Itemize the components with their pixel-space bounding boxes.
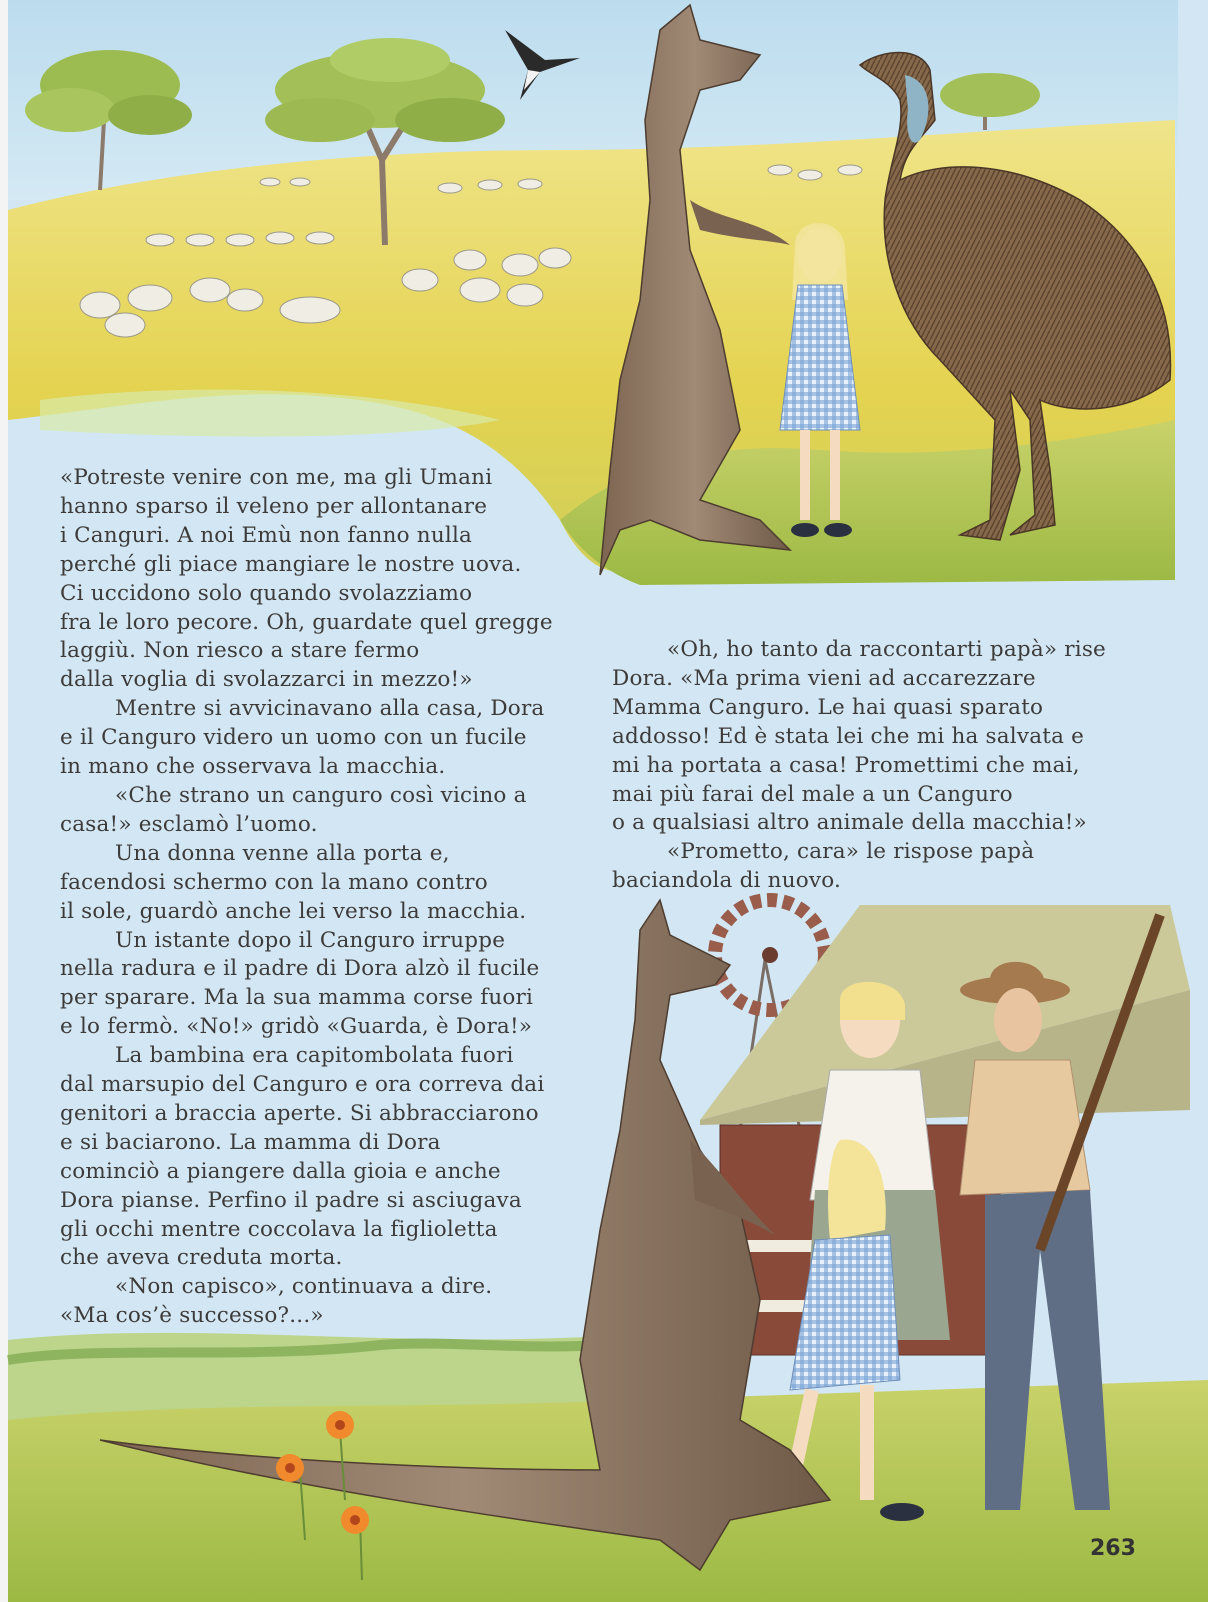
story-line: baciandola di nuovo. bbox=[612, 868, 842, 894]
story-line: perché gli piace mangiare le nostre uova. bbox=[60, 551, 522, 577]
story-line: «Prometto, cara» le rispose papà bbox=[667, 839, 1035, 865]
story-line: o a qualsiasi altro animale della macchia!» bbox=[612, 810, 1087, 836]
story-line: Un istante dopo il Canguro irruppe bbox=[115, 927, 506, 953]
story-line: in mano che osservava la macchia. bbox=[60, 754, 446, 780]
story-line: «Non capisco», continuava a dire. bbox=[115, 1274, 493, 1300]
story-line: Ci uccidono solo quando svolazziamo bbox=[60, 580, 473, 606]
story-line: che aveva creduta morta. bbox=[60, 1245, 343, 1271]
story-line: e si baciarono. La mamma di Dora bbox=[60, 1129, 441, 1155]
story-line: Dora pianse. Perfino il padre si asciugava bbox=[60, 1187, 522, 1213]
story-line: addosso! Ed è stata lei che mi ha salvata e bbox=[612, 723, 1085, 749]
story-line: casa!» esclamò l’uomo. bbox=[60, 811, 318, 837]
story-line: dal marsupio del Canguro e ora correva dai bbox=[60, 1072, 545, 1098]
story-line: «Potreste venire con me, ma gli Umani bbox=[60, 465, 493, 490]
story-line: cominciò a piangere dalla gioia e anche bbox=[60, 1158, 501, 1184]
story-column-right bbox=[612, 636, 1106, 896]
story-line: per sparare. Ma la sua mamma corse fuori bbox=[60, 985, 534, 1011]
story-line: nella radura e il padre di Dora alzò il fucile bbox=[60, 956, 540, 982]
story-line: «Ma cos’è successo?...» bbox=[60, 1303, 324, 1329]
story-line: Mentre si avvicinavano alla casa, Dora bbox=[115, 696, 545, 722]
story-line: «Oh, ho tanto da raccontarti papà» rise bbox=[667, 637, 1106, 662]
story-line: La bambina era capitombolata fuori bbox=[115, 1043, 514, 1069]
story-line: fra le loro pecore. Oh, guardate quel gregge bbox=[60, 609, 553, 635]
story-line: il sole, guardò anche lei verso la macchia. bbox=[60, 898, 527, 924]
story-column-left bbox=[60, 464, 553, 1331]
story-line: facendosi schermo con la mano contro bbox=[60, 869, 488, 895]
story-line: i Canguri. A noi Emù non fanno nulla bbox=[60, 522, 473, 548]
story-line: genitori a braccia aperte. Si abbracciarono bbox=[60, 1100, 539, 1126]
story-line: Dora. «Ma prima vieni ad accarezzare bbox=[612, 665, 1036, 691]
page-number: 263 bbox=[1090, 1536, 1136, 1561]
story-line: «Che strano un canguro così vicino a bbox=[115, 782, 527, 808]
story-line: mi ha portata a casa! Promettimi che mai, bbox=[612, 752, 1080, 778]
story-line: gli occhi mentre coccolava la figlioletta bbox=[60, 1216, 498, 1242]
story-line: hanno sparso il veleno per allontanare bbox=[60, 493, 488, 519]
story-line: dalla voglia di svolazzarci in mezzo!» bbox=[60, 667, 473, 693]
story-line: laggiù. Non riesco a stare fermo bbox=[60, 638, 420, 664]
story-line: mai più farai del male a un Canguro bbox=[612, 781, 1013, 807]
story-line: Mamma Canguro. Le hai quasi sparato bbox=[612, 694, 1044, 720]
story-line: e il Canguro videro un uomo con un fucile bbox=[60, 725, 527, 751]
story-line: Una donna venne alla porta e, bbox=[115, 840, 450, 866]
story-line: e lo fermò. «No!» gridò «Guarda, è Dora!» bbox=[60, 1014, 533, 1040]
